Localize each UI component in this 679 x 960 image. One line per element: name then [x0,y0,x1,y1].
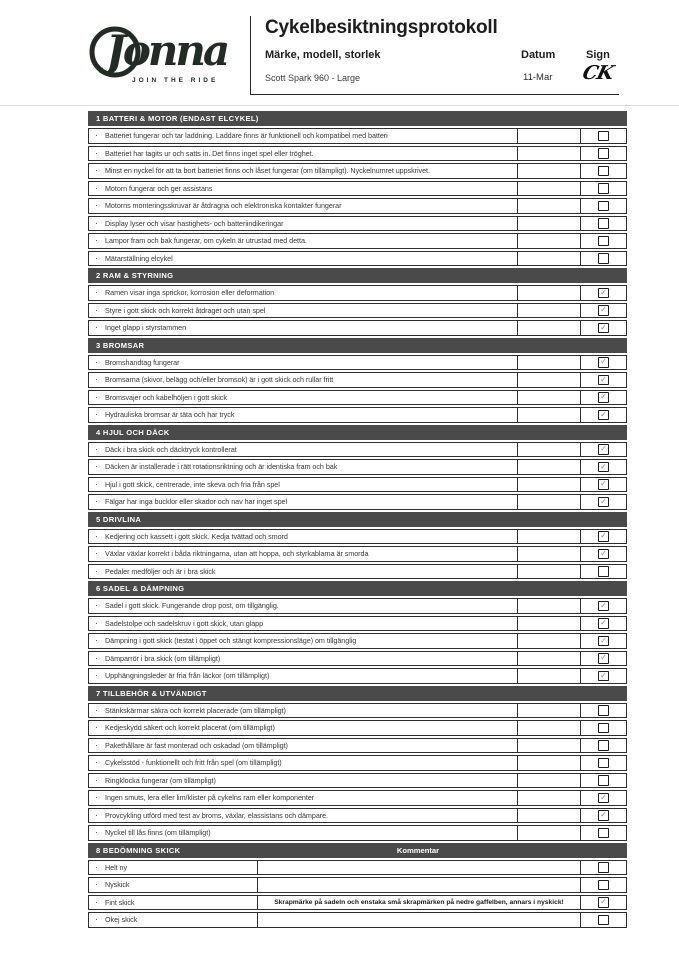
item-label: Cykelsstöd - funktionellt och fritt från spel (om tillämpligt) [105,758,282,767]
checkbox-cell [581,478,626,492]
item-label: Batteriet har tagits ur och satts in. Det finns inget spel eller tröghet. [105,148,314,158]
item-checkbox[interactable]: ✓ [600,392,607,401]
bullet-icon: · [95,757,98,767]
item-label: Inget glapp i styrstammen [105,323,187,332]
checklist-item [88,564,627,580]
item-label: Hydrauliska bromsar är täta och har tryck [105,410,235,419]
section [88,512,627,580]
header-divider [0,105,679,106]
checkbox-cell [581,617,626,631]
item-label: Hjul i gott skick, centrerade, inte skeva och fria från spel [105,479,280,489]
bullet-icon: · [95,165,98,175]
signature: CK [580,62,616,84]
column-divider [517,390,518,406]
bullet-icon: · [95,461,98,471]
bullet-icon: · [95,217,98,228]
checkbox-cell [581,530,626,544]
checklist-item [88,790,627,806]
section-title: 4 HJUL OCH DÄCK [96,427,170,437]
item-checkbox[interactable]: ✓ [600,496,607,506]
section-rows [88,128,627,266]
checkbox-cell [581,774,626,788]
checklist-item [88,598,627,614]
checkbox-cell [581,373,626,387]
column-divider [517,355,518,371]
section-rows [88,529,627,580]
item-checkbox[interactable]: ✓ [600,810,607,819]
item-checkbox[interactable] [598,862,609,873]
checkbox-cell [581,356,626,370]
checkbox-cell [581,669,626,683]
column-divider [517,546,518,562]
column-divider [517,320,518,336]
item-label: Växlar växlar korrekt i båda riktningarna, utan att hoppa, och styrkablarna är smorda [105,549,369,558]
section [88,425,627,510]
item-label: Sadel i gott skick. Fungerande drop post, om tillgänglig. [105,601,279,610]
column-divider [257,860,258,876]
item-checkbox[interactable]: ✓ [600,479,607,488]
item-checkbox[interactable] [598,148,609,159]
item-label: Fint skick [105,897,135,907]
item-checkbox[interactable]: ✓ [600,409,607,419]
section [88,843,627,928]
section-header [88,338,627,353]
item-checkbox[interactable]: ✓ [600,653,607,662]
bullet-icon: · [95,600,98,610]
column-divider [517,303,518,319]
section [88,338,627,423]
bullet-icon: · [95,182,98,193]
bullet-icon: · [95,617,98,628]
column-divider [517,128,518,144]
checklist-item [88,773,627,789]
item-checkbox[interactable] [598,218,609,229]
checklist-item [88,703,627,719]
checklist-item [88,494,627,510]
assessment-item [88,877,627,893]
checkbox-cell [581,286,626,300]
checkbox-cell [581,147,626,161]
checklist-item [88,546,627,562]
item-label: Mätarställning elcykel [105,253,173,263]
checkbox-cell [581,913,626,927]
checkbox-cell [581,460,626,474]
checkbox-cell [581,634,626,648]
item-label: Lampor fram och bak fungerar, om cykeln är utrustad med detta. [105,236,307,245]
checkbox-cell [581,861,626,875]
bullet-icon: · [95,287,98,297]
item-label: Kedjeskydd säkert och korrekt placerat (om tillämpligt) [105,723,275,732]
column-divider [517,825,518,841]
item-label: Motorn fungerar och ger assistans [105,183,213,193]
bullet-icon: · [95,896,98,907]
item-checkbox[interactable] [598,740,609,751]
column-divider [517,494,518,510]
bullet-icon: · [95,704,98,715]
checklist-item [88,320,627,336]
checklist-item [88,407,627,423]
item-label: Bromsarna (skivor, belägg och/eller bromsok) är i gott skick och rullar fritt [105,375,334,384]
section-header [88,425,627,440]
column-divider [517,442,518,458]
checklist-item [88,372,627,388]
item-label: Däck i bra skick och däcktryck kontrollerat [105,444,237,454]
column-divider [517,477,518,493]
checkbox-cell [581,809,626,823]
logo-tagline: JOIN THE RIDE [132,77,219,84]
bullet-icon: · [95,200,98,210]
item-label: Helt ny [105,862,128,872]
column-divider [517,372,518,388]
bullet-icon: · [95,827,98,837]
item-checkbox[interactable]: ✓ [600,374,607,384]
item-checkbox[interactable]: ✓ [600,305,607,314]
section-rows [88,285,627,336]
item-label: Däcken är installerade i rätt rotationsriktning och är identiska fram och bak [105,462,338,471]
item-label: Provcykling utförd med test av broms, växlar, elassistans och dämpare. [105,810,329,820]
item-label: Stänkskärmar säkra och korrekt placerade (om tillämpligt) [105,705,286,715]
item-checkbox[interactable]: ✓ [600,792,607,802]
bullet-icon: · [95,322,98,332]
checkbox-cell [581,164,626,178]
column-divider [517,790,518,806]
item-label: Ingen smuts, lera eller lim/klister på cykelns ram eller komponenter [105,793,315,802]
bullet-icon: · [95,496,98,506]
bike-model-value: Scott Spark 960 - Large [265,73,361,83]
item-checkbox[interactable] [598,166,609,177]
bullet-icon: · [95,478,98,489]
checkbox-cell [581,321,626,335]
bullet-icon: · [95,652,98,663]
assessment-item [88,860,627,876]
section-rows [88,442,627,510]
column-divider [517,773,518,789]
bullet-icon: · [95,130,98,140]
item-checkbox[interactable] [598,915,609,926]
item-label: Display lyser och visar hastighets- och batteriindikeringar [105,218,284,228]
column-divider [257,912,258,928]
checkbox-cell [581,791,626,805]
checklist-item [88,808,627,824]
item-label: Nyckel till lås finns (om tillämpligt) [105,828,211,837]
checklist-item [88,459,627,475]
bullet-icon: · [95,722,98,732]
section-header [88,268,627,283]
checkbox-cell [581,739,626,753]
item-checkbox[interactable]: ✓ [600,618,607,627]
checklist-item [88,477,627,493]
checklist-item [88,216,627,232]
item-checkbox[interactable] [598,828,609,839]
bullet-icon: · [95,374,98,384]
bullet-icon: · [95,565,98,576]
item-label: Minst en nyckel för att ta bort batteriet finns och låset fungerar (om tillämpligt). Nyckelnumret uppskrivet. [105,166,430,175]
item-label: Batteriet fungerar och tar laddning. Laddare finns är funktionell och kompatibel med batteri [105,131,388,140]
bullet-icon: · [95,548,98,558]
item-checkbox[interactable] [598,723,609,734]
item-checkbox[interactable] [598,705,609,716]
item-checkbox[interactable] [598,880,609,891]
checklist-item [88,668,627,684]
item-label: Ramen visar inga sprickor, korrosion eller deformation [105,288,275,297]
checkbox-cell [581,129,626,143]
section-title: 2 RAM & STYRNING [96,271,174,280]
section-title: 5 DRIVLINA [96,514,142,524]
section [88,581,627,684]
checklist-item [88,633,627,649]
item-label: Ringklocka fungerar (om tillämpligt) [105,775,216,785]
item-checkbox[interactable] [598,775,609,786]
assessment-item [88,912,627,928]
item-comment: Skrapmärke på sadeln och enstaka små skrapmärken på nedre gaffelben, annars i nyskick! [274,898,564,906]
column-divider [517,616,518,632]
item-label: Dämpning i gott skick (testat i öppet och stängt kompressionsläge) om tillgänglig [105,636,357,645]
checkbox-cell [581,704,626,718]
checklist-item [88,355,627,371]
item-checkbox[interactable]: ✓ [600,444,607,453]
bullet-icon: · [95,356,98,367]
bullet-icon: · [95,252,98,263]
section-rows [88,598,627,684]
item-label: Bromsvajer och kabelhöljen i gott skick [105,392,227,402]
item-label: Fälgar har inga bucklor eller skador och nav har inget spel [105,497,288,506]
checkbox-cell [581,443,626,457]
checkbox-cell [581,565,626,579]
column-divider [517,181,518,197]
item-checkbox[interactable]: ✓ [600,600,607,610]
column-divider [517,720,518,736]
column-divider [517,668,518,684]
checkbox-cell [581,199,626,213]
checklist-item [88,128,627,144]
checklist-item [88,198,627,214]
checkbox-cell [581,234,626,248]
checklist-item [88,233,627,249]
item-checkbox[interactable] [598,253,609,264]
item-checkbox[interactable]: ✓ [600,461,607,471]
checklist-table [88,110,627,930]
item-label: Kedjering och kassett i gott skick. Kedja tvättad och smord [105,531,288,541]
column-divider [517,163,518,179]
checkbox-cell [581,304,626,318]
section-header [88,111,627,126]
section-header [88,581,627,596]
item-checkbox[interactable] [598,566,609,577]
section [88,686,627,841]
bullet-icon: · [95,914,98,924]
section-header [88,686,627,701]
column-divider [517,529,518,545]
bullet-icon: · [95,147,98,158]
bullet-icon: · [95,635,98,645]
checkbox-cell [581,495,626,509]
bullet-icon: · [95,443,98,454]
checklist-item [88,651,627,667]
checkbox-cell [581,252,626,266]
checklist-item [88,390,627,406]
item-label: Pedaler medföljer och är i bra skick [105,566,216,576]
section-title: 3 BROMSAR [96,340,145,350]
bullet-icon: · [95,409,98,419]
section-header [88,843,627,858]
column-divider [517,598,518,614]
checkbox-cell [581,878,626,892]
item-checkbox[interactable] [598,183,609,194]
checklist-item [88,720,627,736]
item-checkbox[interactable]: ✓ [600,670,607,680]
item-label: Nyskick [105,880,130,889]
checklist-item [88,755,627,771]
checkbox-cell [581,721,626,735]
item-checkbox[interactable]: ✓ [600,322,607,332]
checklist-item [88,163,627,179]
column-divider [517,146,518,162]
checkbox-cell [581,182,626,196]
checklist-item [88,825,627,841]
comment-column-header: Kommentar [396,845,440,855]
bullet-icon: · [95,391,98,402]
checkbox-cell [581,756,626,770]
item-label: Styre i gott skick och korrekt åtdraget och utan spel [105,305,266,315]
item-checkbox[interactable]: ✓ [600,897,607,906]
column-divider [517,755,518,771]
column-divider [517,651,518,667]
item-checkbox[interactable] [598,758,609,769]
bullet-icon: · [95,809,98,820]
header-fields [250,16,619,95]
bullet-icon: · [95,304,98,315]
bullet-icon: · [95,792,98,802]
checklist-item [88,442,627,458]
column-divider [517,564,518,580]
column-divider [517,216,518,232]
bullet-icon: · [95,670,98,680]
column-divider [517,459,518,475]
checklist-item [88,251,627,267]
item-label: Sadelstolpe och sadelskruv i gott skick, utan glapp [105,618,264,628]
logo-wordmark: Jonna [106,26,228,75]
item-checkbox[interactable]: ✓ [600,531,607,540]
item-label: Pakethållare är fast monterad och oskadad (om tillämpligt) [105,740,288,750]
sign-label: Sign [586,49,610,61]
item-checkbox[interactable] [598,131,609,142]
bullet-icon: · [95,774,98,785]
column-divider [517,233,518,249]
bullet-icon: · [95,861,98,872]
checkbox-cell [581,547,626,561]
checkbox-cell [581,217,626,231]
column-divider [257,895,258,911]
document-header [88,12,627,100]
bullet-icon: · [95,530,98,541]
column-divider [517,738,518,754]
item-checkbox[interactable]: ✓ [600,635,607,645]
checklist-item [88,146,627,162]
checkbox-cell [581,408,626,422]
item-checkbox[interactable] [598,236,609,247]
section-title: 6 SADEL & DÄMPNING [96,584,185,593]
bullet-icon: · [95,235,98,245]
checklist-item [88,285,627,301]
column-divider [257,877,258,893]
bullet-icon: · [95,879,98,889]
column-divider [517,633,518,649]
assessment-item [88,895,627,911]
item-label: Bromshandtag fungerar [105,357,180,367]
section-title: 7 TILLBEHÖR & UTVÄNDIGT [96,688,207,698]
checklist-item [88,738,627,754]
item-checkbox[interactable]: ✓ [600,287,607,297]
column-divider [517,407,518,423]
column-divider [517,198,518,214]
page-title: Cykelbesiktningsprotokoll [265,17,498,38]
section-title: 1 BATTERI & MOTOR (ENDAST ELCYKEL) [96,114,259,123]
column-divider [517,251,518,267]
item-checkbox[interactable]: ✓ [600,357,607,366]
item-label: Motorns monteringsskruvar är åtdragna och elektroniska kontakter fungerar [105,201,342,210]
checklist-item [88,303,627,319]
section [88,111,627,266]
bullet-icon: · [95,739,98,750]
checkbox-cell [581,896,626,910]
item-checkbox[interactable]: ✓ [600,548,607,558]
date-label: Datum [521,49,556,61]
section-header [88,512,627,527]
section-rows [88,703,627,841]
date-value: 11-Mar [523,72,553,83]
column-divider [517,285,518,301]
section-rows [88,860,627,928]
column-divider [517,808,518,824]
item-label: Dämparrör i bra skick (om tillämpligt) [105,653,221,663]
section [88,268,627,336]
item-label: Okej skick [105,915,138,924]
item-label: Upphängningsleder är fria från läckor (om tillämpligt) [105,671,270,680]
checklist-item [88,529,627,545]
checklist-item [88,181,627,197]
item-checkbox[interactable] [598,201,609,212]
section-rows [88,355,627,423]
bike-field-label: Märke, modell, storlek [265,49,381,61]
jonna-logo [88,16,248,90]
checkbox-cell [581,826,626,840]
column-divider [517,703,518,719]
checkbox-cell [581,391,626,405]
checkbox-cell [581,599,626,613]
checkbox-cell [581,652,626,666]
checklist-item [88,616,627,632]
section-title: 8 BEDÖMNING SKICK [96,845,181,855]
